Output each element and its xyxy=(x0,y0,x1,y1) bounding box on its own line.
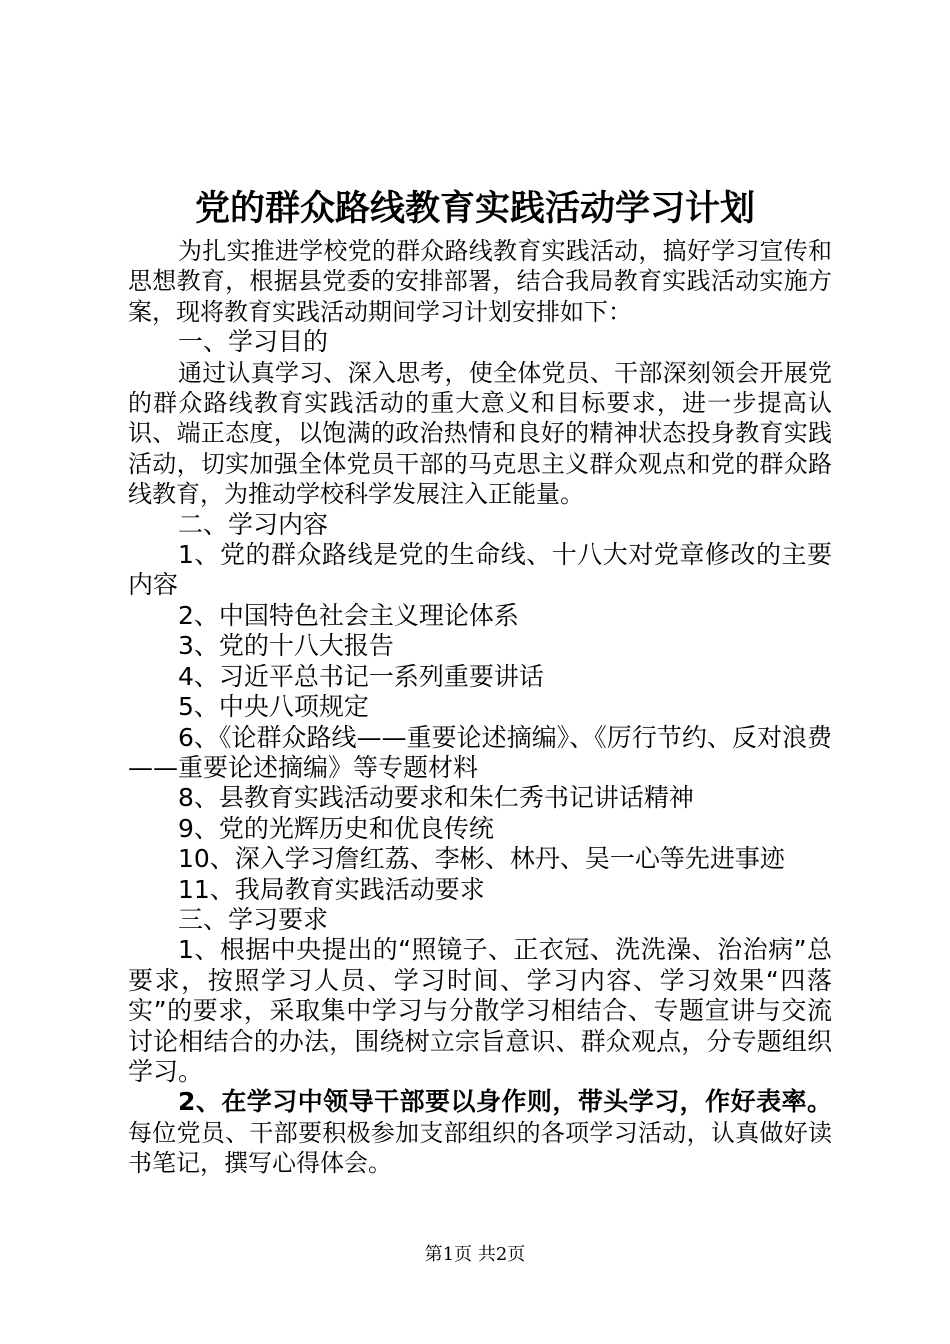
list-item: 9、党的光辉历史和优良传统 xyxy=(178,813,494,843)
purpose-paragraph: 通过认真学习、深入思考，使全体党员、干部深刻领会开展党的群众路线教育实践活动的重大意义和目标要求，进一步提高认识、端正态度，以饱满的政治热情和良好的精神状态投身教育实践活动，切实加强全体党员干部的马克思主义群众观点和党的群众路线教育，为推动学校科学发展注入正能量。 xyxy=(128,358,832,509)
requirement-item-1: 1、根据中央提出的“照镜子、正衣冠、洗洗澡、治治病”总要求，按照学习人员、学习时间、学习内容、学习效果“四落实”的要求，采取集中学习与分散学习相结合、专题宣讲与交流讨论相结合的办法，围绕树立宗旨意识、群众观点，分专题组织学习。 xyxy=(128,935,832,1086)
requirement-item-2 xyxy=(128,1087,832,1178)
list-item: 8、县教育实践活动要求和朱仁秀书记讲话精神 xyxy=(178,783,694,813)
list-item: 2、中国特色社会主义理论体系 xyxy=(178,600,519,630)
list-item: 4、习近平总书记一系列重要讲话 xyxy=(178,661,544,691)
document-title: 党的群众路线教育实践活动学习计划 xyxy=(194,188,755,229)
list-item: 5、中央八项规定 xyxy=(178,692,369,722)
section-heading-content: 二、学习内容 xyxy=(178,509,329,539)
document-body xyxy=(128,236,832,1179)
list-item: 10、深入学习詹红荔、李彬、林丹、吴一心等先进事迹 xyxy=(178,844,785,874)
list-item: 1、党的群众路线是党的生命线、十八大对党章修改的主要内容 xyxy=(128,540,832,600)
section-heading-purpose: 一、学习目的 xyxy=(178,327,329,357)
page-footer: 第1页 共2页 xyxy=(424,1244,526,1265)
list-item: 11、我局教育实践活动要求 xyxy=(178,874,485,904)
list-item: 6、《论群众路线——重要论述摘编》、《厉行节约、反对浪费——重要论述摘编》等专题材料 xyxy=(128,722,832,782)
requirement-item-2-rest: 每位党员、干部要积极参加支部组织的各项学习活动，认真做好读书笔记，撰写心得体会。 xyxy=(128,1118,832,1178)
requirement-item-2-lead: 2、在学习中领导干部要以身作则，带头学习，作好表率。 xyxy=(178,1087,832,1117)
intro-paragraph: 为扎实推进学校党的群众路线教育实践活动，搞好学习宣传和思想教育，根据县党委的安排部署，结合我局教育实践活动实施方案，现将教育实践活动期间学习计划安排如下： xyxy=(128,237,832,326)
section-heading-requirements: 三、学习要求 xyxy=(178,904,329,934)
list-item: 3、党的十八大报告 xyxy=(178,631,394,661)
